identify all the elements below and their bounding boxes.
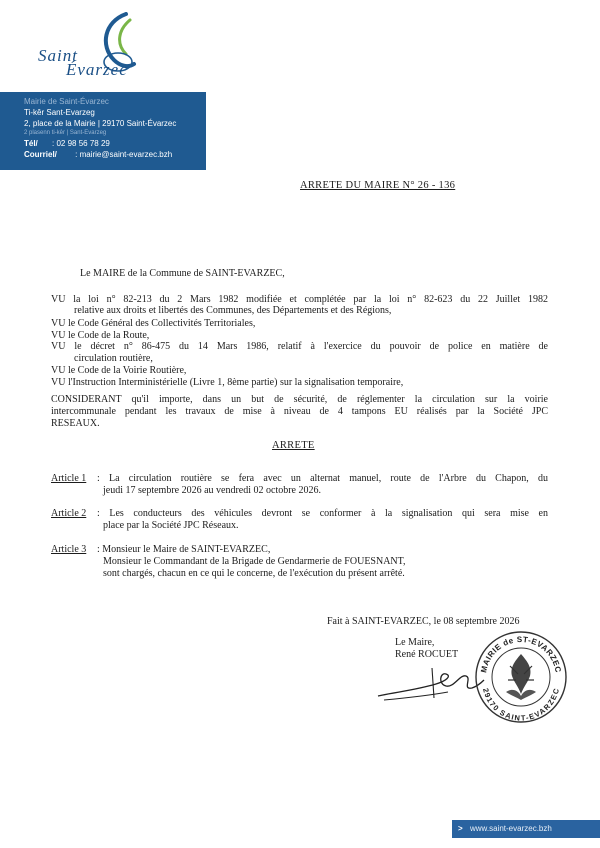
contact-line-3: 2, place de la Mairie | 29170 Saint-Évarzec <box>24 119 177 128</box>
signature-icon <box>376 662 486 706</box>
vu-line-4: VU le décret n° 86-475 du 14 Mars 1986, relatif à l'exercice du pouvoir de police en matière de <box>51 341 548 352</box>
signatory-name: René ROCUET <box>395 649 459 660</box>
fait-line: Fait à SAINT-EVARZEC, le 08 septembre 2026 <box>327 616 520 627</box>
vu-line-1: VU la loi n° 82-213 du 2 Mars 1982 modifiée et complétée par la loi n° 82-623 du 22 Juillet 1982 <box>51 294 548 305</box>
contact-block <box>0 92 206 170</box>
vu-line-3: VU le Code de la Route, <box>51 330 150 341</box>
article-3-label: Article 3 <box>51 544 87 555</box>
footer-chevron-right-icon: > <box>458 824 463 833</box>
stamp-top-text: MAIRIE de ST-EVARZEC <box>479 634 563 674</box>
vu-line-5: VU le Code de la Voirie Routière, <box>51 365 187 376</box>
article-3 <box>51 544 86 556</box>
intro-line: Le MAIRE de la Commune de SAINT-EVARZEC, <box>80 268 285 279</box>
phone-label: Tél/ <box>24 139 38 148</box>
contact-line-2: Ti-kêr Sant-Evarzeg <box>24 108 95 117</box>
considerant-line-1: CONSIDERANT qu'il importe, dans un but de sécurité, de réglementer la circulation sur la voirie <box>51 394 548 405</box>
logo-saint: Saint <box>38 46 78 65</box>
footer-website-link[interactable]: www.saint-evarzec.bzh <box>470 824 552 833</box>
considerant-line-3: RESEAUX. <box>51 418 100 429</box>
article-3-line-3: sont chargés, chacun en ce qui le concerne, de l'exécution du présent arrêté. <box>103 568 405 579</box>
contact-email <box>24 149 206 160</box>
email-label: Courriel/ <box>24 150 57 159</box>
vu-line-6: VU l'Instruction Interministérielle (Livre 1, 8ème partie) sur la signalisation temporaire, <box>51 377 404 388</box>
vu-line-1b: relative aux droits et libertés des Communes, des Départements et des Régions, <box>74 305 392 316</box>
phone-value: : 02 98 56 78 29 <box>52 139 110 148</box>
contact-line-1: Mairie de Saint-Évarzec <box>24 97 109 106</box>
contact-line-4: 2 plasenn ti-kêr | Sant-Evarzeg <box>24 130 107 136</box>
article-2 <box>51 508 86 520</box>
official-stamp-icon <box>474 630 568 724</box>
signatory-role: Le Maire, <box>395 637 435 648</box>
vu-line-2: VU le Code Général des Collectivités Territoriales, <box>51 318 256 329</box>
logo-evarzec: Évarzec <box>66 60 128 79</box>
arrete-heading: ARRETE <box>272 440 315 451</box>
email-value: : mairie@saint-evarzec.bzh <box>75 150 173 159</box>
article-2-line-1: : Les conducteurs des véhicules devront se conformer à la signalisation qui sera mise en <box>97 508 548 519</box>
article-2-label: Article 2 <box>51 508 87 519</box>
considerant-line-2: intercommunale pendant les travaux de mise à niveau de 4 tampons EU réalisés par la Société JPC <box>51 406 548 417</box>
article-1-label: Article 1 <box>51 473 87 484</box>
stamp-bottom-text: 29170 SAINT-EVARZEC <box>481 687 562 723</box>
article-1-line-2: jeudi 17 septembre 2026 au vendredi 02 octobre 2026. <box>103 485 321 496</box>
article-1-line-1: : La circulation routière se fera avec un alternat manuel, route de l'Arbre du Chapon, du <box>97 473 548 484</box>
article-3-line-2: Monsieur le Commandant de la Brigade de Gendarmerie de FOUESNANT, <box>103 556 406 567</box>
article-1 <box>51 473 86 485</box>
contact-phone <box>24 138 206 149</box>
vu-line-4b: circulation routière, <box>74 353 153 364</box>
article-2-line-2: place par la Société JPC Réseaux. <box>103 520 239 531</box>
article-3-line-1: : Monsieur le Maire de SAINT-EVARZEC, <box>97 544 271 555</box>
document-title: ARRETE DU MAIRE N° 26 - 136 <box>300 180 456 191</box>
footer-website-bar[interactable] <box>452 820 600 838</box>
